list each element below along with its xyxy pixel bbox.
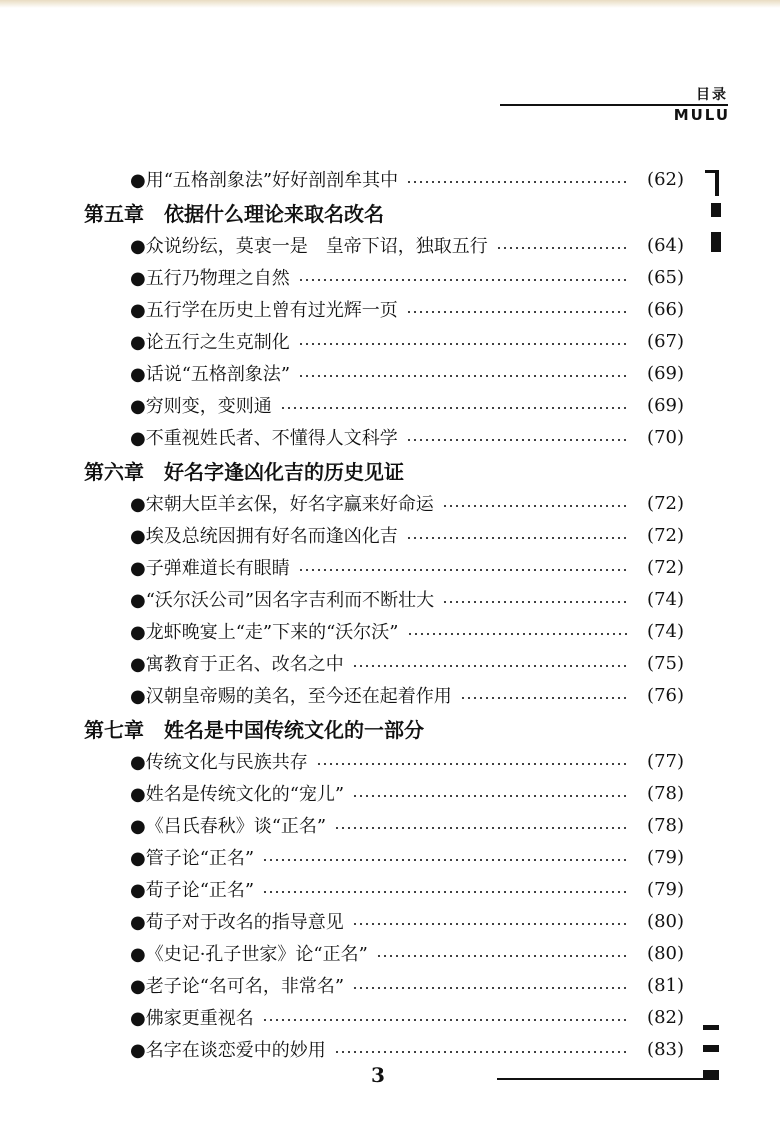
toc-entry [84, 325, 684, 357]
toc-entry-title: ●老子论“名可名，非常名” [130, 976, 345, 997]
dot-leader [352, 795, 630, 797]
toc-entry [84, 583, 684, 615]
dot-leader [407, 633, 630, 635]
toc-entry-title: ●《史记·孔子世家》论“正名” [130, 944, 368, 965]
toc-entry [84, 647, 684, 679]
toc-entry-page: (76) [647, 684, 684, 706]
toc-entry [84, 487, 684, 519]
chapter-heading [84, 195, 684, 229]
dot-leader [442, 601, 630, 603]
top-edge-band [0, 0, 780, 8]
toc-entry [84, 937, 684, 969]
toc-entry-page: (83) [647, 1038, 684, 1060]
toc-entry-page: (67) [647, 330, 684, 352]
chapter-heading [84, 453, 684, 487]
toc-entry-page: (79) [647, 846, 684, 868]
chapter-number: 第五章 [84, 201, 144, 226]
toc-entry-page: (69) [647, 394, 684, 416]
toc-entry-title: ●《吕氏春秋》谈“正名” [130, 816, 327, 837]
toc-entry-title: ●穷则变，变则通 [130, 396, 272, 417]
dot-leader [406, 181, 630, 183]
toc-entry-title: ●子弹难道长有眼睛 [130, 558, 290, 579]
toc-entry [84, 421, 684, 453]
toc-entry-page: (81) [647, 974, 684, 996]
dot-leader [262, 891, 630, 893]
toc-entry-title: ●不重视姓氏者、不懂得人文科学 [130, 428, 398, 449]
toc-entry-title: ●五行学在历史上曾有过光辉一页 [130, 300, 398, 321]
dot-leader [316, 763, 630, 765]
footer-rule [497, 1078, 707, 1080]
toc-entry-title: ●宋朝大臣羊玄保，好名字赢来好命运 [130, 494, 434, 515]
toc-entry-title: ●龙虾晚宴上“走”下来的“沃尔沃” [130, 622, 399, 643]
toc-entry [84, 1001, 684, 1033]
toc-entry-title: ●姓名是传统文化的“宠儿” [130, 784, 345, 805]
dot-leader [442, 505, 630, 507]
dot-leader [334, 1051, 630, 1053]
toc-entry-title: ●“沃尔沃公司”因名字吉利而不断壮大 [130, 590, 435, 611]
toc-entry-page: (74) [647, 588, 684, 610]
toc-entry-title: ●用“五格剖象法”好好剖剖牟其中 [130, 170, 399, 191]
toc-entry [84, 261, 684, 293]
dot-leader [280, 407, 630, 409]
thumb-mark-2 [711, 232, 721, 252]
toc-entry-page: (65) [647, 266, 684, 288]
toc-entry-page: (64) [647, 234, 684, 256]
chapter-number: 第七章 [84, 717, 144, 742]
toc-entry [84, 873, 684, 905]
toc-entry [84, 777, 684, 809]
toc-entry [84, 745, 684, 777]
dot-leader [352, 665, 630, 667]
toc-entry [84, 1033, 684, 1065]
thumb-mark-3 [703, 1025, 719, 1030]
chapter-number: 第六章 [84, 459, 144, 484]
toc-entry [84, 163, 684, 195]
toc-entry-title: ●话说“五格剖象法” [130, 364, 291, 385]
thumb-mark-4 [703, 1045, 719, 1052]
toc-entry-page: (80) [647, 942, 684, 964]
toc-entry-title: ●荀子对于改名的指导意见 [130, 912, 344, 933]
toc-entry-title: ●传统文化与民族共存 [130, 752, 308, 773]
toc-entry-page: (72) [647, 492, 684, 514]
toc-entry [84, 809, 684, 841]
toc-entry-title: ●管子论“正名” [130, 848, 255, 869]
running-header-title: 目录 [696, 87, 728, 103]
toc-entry [84, 679, 684, 711]
toc-entry-page: (77) [647, 750, 684, 772]
dot-leader [262, 859, 630, 861]
toc-entry-page: (79) [647, 878, 684, 900]
toc-entry-title: ●汉朝皇帝赐的美名，至今还在起着作用 [130, 686, 452, 707]
toc-entry [84, 357, 684, 389]
chapter-heading [84, 711, 684, 745]
dot-leader [298, 375, 630, 377]
toc-entry [84, 229, 684, 261]
toc-entry-page: (66) [647, 298, 684, 320]
dot-leader [352, 923, 630, 925]
toc-entry-page: (82) [647, 1006, 684, 1028]
dot-leader [376, 955, 630, 957]
toc-entry-title: ●五行乃物理之自然 [130, 268, 290, 289]
toc-entry-page: (75) [647, 652, 684, 674]
toc-entry [84, 293, 684, 325]
dot-leader [298, 569, 630, 571]
toc-entry-page: (72) [647, 556, 684, 578]
dot-leader [460, 697, 630, 699]
toc-entry [84, 551, 684, 583]
dot-leader [298, 343, 630, 345]
toc-entry-page: (74) [647, 620, 684, 642]
dot-leader [406, 537, 630, 539]
toc-entry-page: (72) [647, 524, 684, 546]
page-number: 3 [371, 1063, 385, 1087]
toc-entry-title: ●佛家更重视名 [130, 1008, 254, 1029]
toc-entry-title: ●论五行之生克制化 [130, 332, 290, 353]
toc-entry-page: (62) [647, 168, 684, 190]
toc-entry-page: (78) [647, 814, 684, 836]
toc-entry [84, 615, 684, 647]
toc-entry-title: ●荀子论“正名” [130, 880, 255, 901]
toc-entry-page: (70) [647, 426, 684, 448]
dot-leader [334, 827, 630, 829]
toc-entry [84, 389, 684, 421]
chapter-title: 姓名是中国传统文化的一部分 [164, 717, 424, 742]
dot-leader [406, 439, 630, 441]
thumb-mark-1 [711, 203, 721, 217]
toc-entry-page: (78) [647, 782, 684, 804]
table-of-contents [84, 163, 684, 1065]
toc-entry-title: ●埃及总统因拥有好名而逢凶化吉 [130, 526, 398, 547]
toc-entry-title: ●众说纷纭，莫衷一是 皇帝下诏，独取五行 [130, 236, 488, 257]
toc-entry-page: (80) [647, 910, 684, 932]
dot-leader [298, 279, 630, 281]
dot-leader [352, 987, 630, 989]
dot-leader [262, 1019, 630, 1021]
thumb-mark-bracket-side [715, 170, 719, 196]
dot-leader [496, 247, 630, 249]
toc-entry-title: ●名字在谈恋爱中的妙用 [130, 1040, 326, 1061]
toc-entry-title: ●寓教育于正名、改名之中 [130, 654, 344, 675]
running-header-subtitle: MULU [673, 106, 730, 124]
toc-entry [84, 841, 684, 873]
toc-entry [84, 969, 684, 1001]
toc-entry [84, 905, 684, 937]
chapter-title: 好名字逢凶化吉的历史见证 [164, 459, 404, 484]
toc-entry-page: (69) [647, 362, 684, 384]
dot-leader [406, 311, 630, 313]
toc-entry [84, 519, 684, 551]
chapter-title: 依据什么理论来取名改名 [164, 201, 384, 226]
